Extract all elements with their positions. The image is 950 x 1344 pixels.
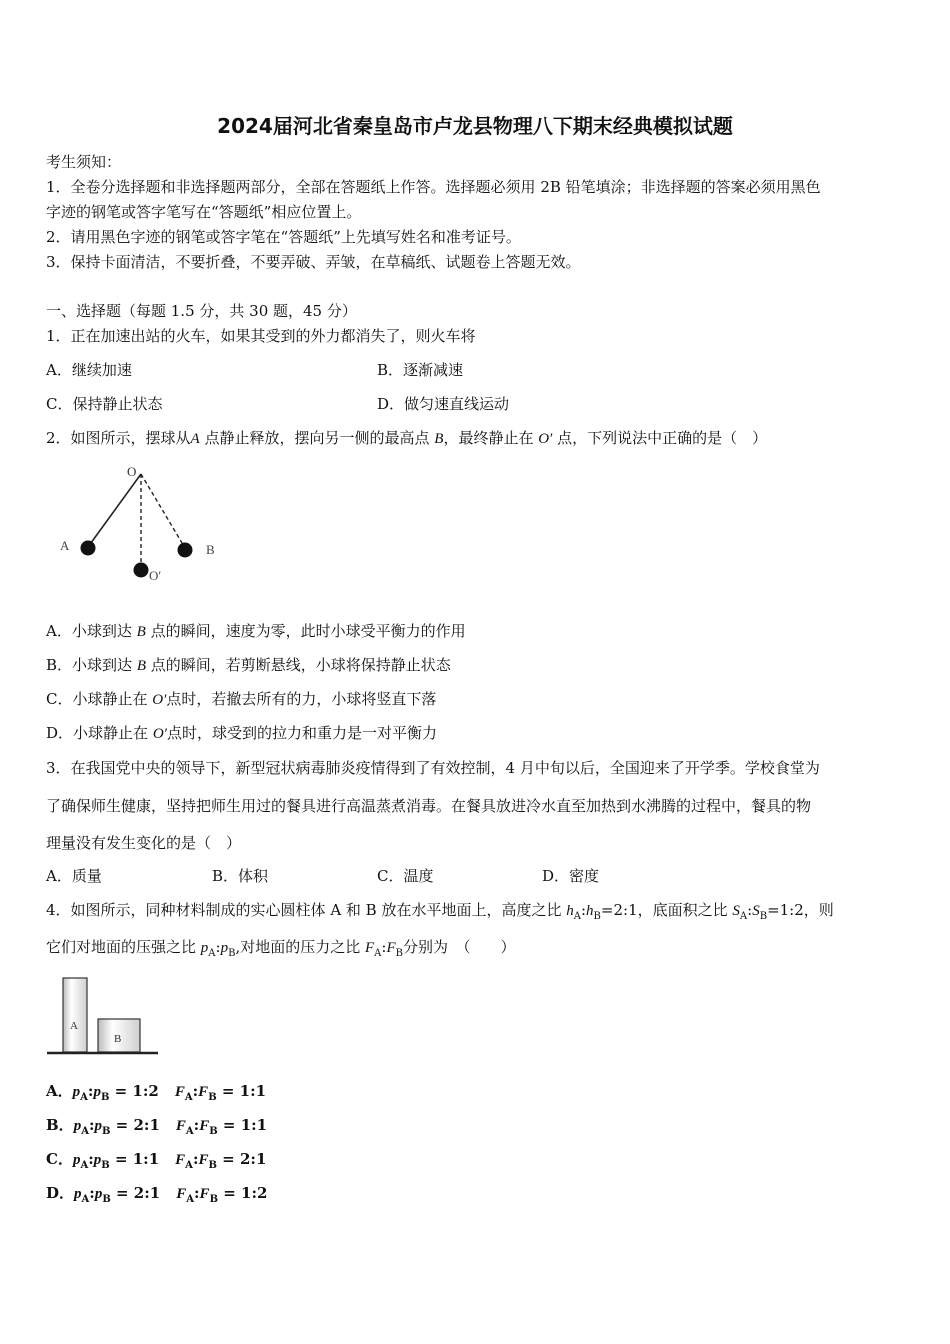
q3-option-c[interactable]: C．温度	[377, 867, 434, 885]
q4-stem-line-2: 它们对地面的压强之比 $p_A:p_B$,对地面的压力之比 $F_A:F_B$分别为 （ ）	[46, 938, 516, 959]
q4-stem-line-1: 4．如图所示，同种材料制成的实心圆柱体 A 和 B 放在水平地面上，高度之比 $h_A:h_B=2:1$，底面积之比 $S_A:S_B=1:2$，则	[46, 901, 834, 922]
notice-line-1: 1．全卷分选择题和非选择题两部分，全部在答题纸上作答。选择题必须用 2B 铅笔填涂；非选择题的答案必须用黑色	[46, 178, 821, 196]
q2-option-c[interactable]: C．小球静止在 O′点时，若撤去所有的力，小球将竖直下落	[46, 690, 437, 708]
q3-stem-line-2: 了确保师生健康，坚持把师生用过的餐具进行高温蒸煮消毒。在餐具放进冷水直至加热到水沸腾的过程中，餐具的物	[46, 797, 812, 815]
pendulum-figure	[50, 458, 230, 588]
q1-option-c[interactable]: C．保持静止状态	[46, 395, 163, 413]
pendulum-string-a	[88, 474, 141, 547]
ball-o-prime	[134, 563, 149, 578]
q3-option-b[interactable]: B．体积	[212, 867, 269, 885]
q4-option-a[interactable]: A．$p_A:p_B$ = 1:2 $F_A:F_B$ = 1:1	[46, 1082, 267, 1103]
page-title: 2024届河北省秦皇岛市卢龙县物理八下期末经典模拟试题	[217, 114, 733, 138]
cylinder-a	[63, 978, 87, 1052]
q4-option-b[interactable]: B．$p_A:p_B$ = 2:1 $F_A:F_B$ = 1:1	[46, 1116, 268, 1137]
label-b: B	[206, 542, 215, 557]
q2-option-d[interactable]: D．小球静止在 O′点时，球受到的拉力和重力是一对平衡力	[46, 724, 437, 742]
q1-option-a[interactable]: A．继续加速	[46, 361, 132, 379]
label-o: O	[127, 464, 137, 479]
q2-stem: 2．如图所示，摆球从A 点静止释放，摆向另一侧的最高点 B，最终静止在 O′ 点，下列说法中正确的是（ ）	[46, 429, 768, 447]
ball-b	[178, 543, 193, 558]
notice-line-3: 2．请用黑色字迹的钢笔或答字笔在“答题纸”上先填写姓名和准考证号。	[46, 228, 521, 246]
label-o-prime: O′	[149, 568, 162, 583]
section-heading: 一、选择题（每题 1.5 分，共 30 题，45 分）	[46, 302, 357, 320]
q2-option-a[interactable]: A．小球到达 B 点的瞬间，速度为零，此时小球受平衡力的作用	[46, 622, 466, 640]
notice-line-4: 3．保持卡面清洁，不要折叠，不要弄破、弄皱，在草稿纸、试题卷上答题无效。	[46, 253, 581, 271]
q3-option-a[interactable]: A．质量	[46, 867, 102, 885]
cylinder-b-label: B	[114, 1033, 122, 1045]
label-a: A	[60, 538, 70, 553]
q1-stem: 1．正在加速出站的火车，如果其受到的外力都消失了，则火车将	[46, 327, 476, 345]
q4-option-c[interactable]: C．$p_A:p_B$ = 1:1 $F_A:F_B$ = 2:1	[46, 1150, 267, 1171]
q3-stem-line-3: 理量没有发生变化的是（ ）	[46, 834, 242, 852]
q1-option-d[interactable]: D．做匀速直线运动	[377, 395, 510, 413]
cylinder-a-label: A	[70, 1020, 78, 1032]
ball-a	[81, 541, 96, 556]
cylinders-figure	[44, 973, 164, 1063]
q4-option-d[interactable]: D．$p_A:p_B$ = 2:1 $F_A:F_B$ = 1:2	[46, 1184, 268, 1205]
notice-line-2: 字迹的钢笔或答字笔写在“答题纸”相应位置上。	[46, 203, 362, 221]
notice-heading: 考生须知：	[46, 153, 122, 171]
pendulum-string-b	[141, 474, 185, 548]
q2-option-b[interactable]: B．小球到达 B 点的瞬间，若剪断悬线，小球将保持静止状态	[46, 656, 451, 674]
q1-option-b[interactable]: B．逐渐减速	[377, 361, 464, 379]
q3-stem-line-1: 3．在我国党中央的领导下，新型冠状病毒肺炎疫情得到了有效控制，4 月中旬以后，全国迎来了开学季。学校食堂为	[46, 759, 820, 777]
q3-option-d[interactable]: D．密度	[542, 867, 600, 885]
